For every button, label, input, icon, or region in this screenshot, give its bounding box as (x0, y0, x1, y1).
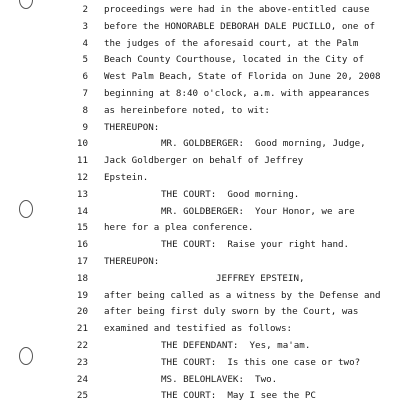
line-text: as hereinbefore noted, to wit: (104, 104, 270, 116)
line-text: Jack Goldberger on behalf of Jeffrey (104, 155, 304, 167)
line-number: 17 (76, 256, 88, 267)
line-number: 3 (82, 20, 88, 32)
line-text: Epstein. (104, 172, 149, 183)
line-number: 23 (76, 356, 88, 368)
line-text: examined and testified as follows: (104, 323, 293, 335)
line-text: West Palm Beach, State of Florida on June 20, 2008 (104, 71, 381, 83)
line-number: 7 (82, 88, 88, 99)
line-text: MR. GOLDBERGER: Your Honor, we are (161, 205, 355, 217)
line-text: THE COURT: May I see the PC (161, 390, 316, 400)
line-number: 20 (76, 306, 88, 318)
line-number: 10 (76, 138, 88, 150)
line-text: MS. BELOHLAVEK: Two. (161, 373, 278, 385)
line-number: 11 (76, 155, 88, 167)
line-text: THE DEFENDANT: Yes, ma'am. (161, 340, 311, 351)
line-text: before the HONORABLE DEBORAH DALE PUCILLO, one of (104, 20, 376, 32)
line-number: 25 (76, 390, 88, 400)
punch-hole (19, 0, 33, 9)
punch-hole (19, 200, 33, 218)
line-number: 19 (76, 289, 88, 301)
line-text: after being called as a witness by the Defense and (104, 289, 381, 301)
line-number: 5 (82, 54, 88, 66)
line-number: 2 (82, 4, 88, 15)
punch-hole (19, 347, 33, 365)
line-number: 6 (82, 71, 88, 83)
line-number: 14 (76, 205, 88, 217)
line-number: 9 (82, 121, 88, 133)
line-text: Beach County Courthouse, located in the City of (104, 54, 364, 66)
line-text: proceedings were had in the above-entitled cause (104, 4, 370, 15)
line-text: THE COURT: Is this one case or two? (161, 356, 361, 368)
line-text: here for a plea conference. (104, 222, 254, 234)
line-text: THEREUPON: (104, 256, 160, 267)
line-text: after being first duly sworn by the Court, was (104, 306, 359, 318)
line-number: 21 (76, 323, 88, 335)
line-text: beginning at 8:40 o'clock, a.m. with appearances (104, 88, 370, 99)
line-number: 15 (76, 222, 88, 234)
line-text: THE COURT: Raise your right hand. (161, 239, 350, 251)
line-number: 18 (76, 272, 88, 284)
line-text: JEFFREY EPSTEIN, (216, 272, 305, 284)
line-number: 24 (76, 373, 88, 385)
line-number: 22 (76, 340, 88, 351)
line-text: THE COURT: Good morning. (161, 188, 300, 200)
line-text: THEREUPON: (104, 121, 160, 133)
line-number: 13 (76, 188, 88, 200)
line-number: 4 (82, 37, 88, 49)
line-number: 12 (76, 172, 88, 183)
line-number: 16 (76, 239, 88, 251)
line-number: 8 (82, 104, 88, 116)
line-text: the judges of the aforesaid court, at the Palm (104, 37, 359, 49)
line-text: MR. GOLDBERGER: Good morning, Judge, (161, 138, 366, 150)
